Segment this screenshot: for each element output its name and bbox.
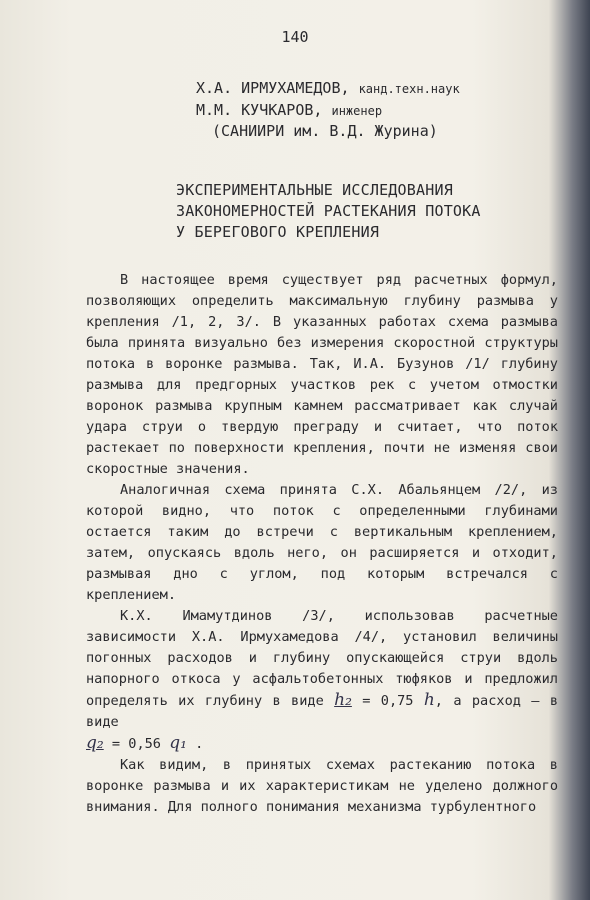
formula-h2: h₂ <box>334 690 352 710</box>
formula-connector: , а расход — в виде <box>86 693 558 730</box>
author-title: канд.техн.наук <box>358 82 460 96</box>
paragraph-text: К.Х. Имамутдинов /3/, использовав расчетные зависимости Х.А. Ирмухамедова /4/, установил величины погонных расходов и глубину опускающейся струи вдоль напорного откоса у асфальтобетонных тюфяков и предложил определять их глубину в виде <box>86 608 558 709</box>
formula-coef: = 0,75 <box>362 693 414 709</box>
page-number: 140 <box>281 28 309 46</box>
formula-h: h <box>423 690 435 710</box>
formula-q2: q₂ <box>86 733 104 753</box>
paragraph: Аналогичная схема принята С.Х. Абальянцем /2/, из которой видно, что поток с определенными глубинами остается таким до встречи с вертикальным креплением, затем, опускаясь вдоль него, он расширяется и отходит, размывая дно с углом, под которым встречался с креплением. <box>86 482 558 603</box>
author-name: М.М. КУЧКАРОВ, <box>196 101 323 119</box>
formula-q1: q₁ <box>169 733 187 753</box>
paragraph: В настоящее время существует ряд расчетных формул, позволяющих определить максимальную глубину размыва у крепления /1, 2, 3/. В указанных работах схема размыва была принята визуально без измерения скоростной структуры потока в воронке размыва. Так, И.А. Бузунов /1/ глубину размыва для предгорных участков рек с учетом отмостки воронок размыва крупным камнем рассматривает как случай удара струи о твердую преграду и считает, что поток растекает по поверхности крепления, почти не изменяя свои скоростные значения. <box>86 272 558 477</box>
institution: (САНИИРИ им. В.Д. Журина) <box>212 122 438 140</box>
paragraph <box>86 606 558 733</box>
paragraph: Как видим, в принятых схемах растеканию потока в воронке размыва и их характеристикам не уделено должного внимания. Для полного понимания механизма турбулентного <box>86 757 558 815</box>
heading-line: ЗАКОНОМЕРНОСТЕЙ РАСТЕКАНИЯ ПОТОКА <box>176 202 481 220</box>
formula-coef: = 0,56 <box>111 736 161 752</box>
author-2 <box>196 100 460 122</box>
author-title: инженер <box>331 104 383 118</box>
article-heading <box>176 180 481 243</box>
formula-line <box>86 733 558 755</box>
formula-end: . <box>195 736 204 752</box>
heading-line: У БЕРЕГОВОГО КРЕПЛЕНИЯ <box>176 223 380 241</box>
article-body <box>86 270 558 818</box>
author-name: Х.А. ИРМУХАМЕДОВ, <box>196 79 350 97</box>
author-1 <box>196 78 460 100</box>
heading-line: ЭКСПЕРИМЕНТАЛЬНЫЕ ИССЛЕДОВАНИЯ <box>176 181 453 199</box>
authors-block <box>196 78 460 122</box>
